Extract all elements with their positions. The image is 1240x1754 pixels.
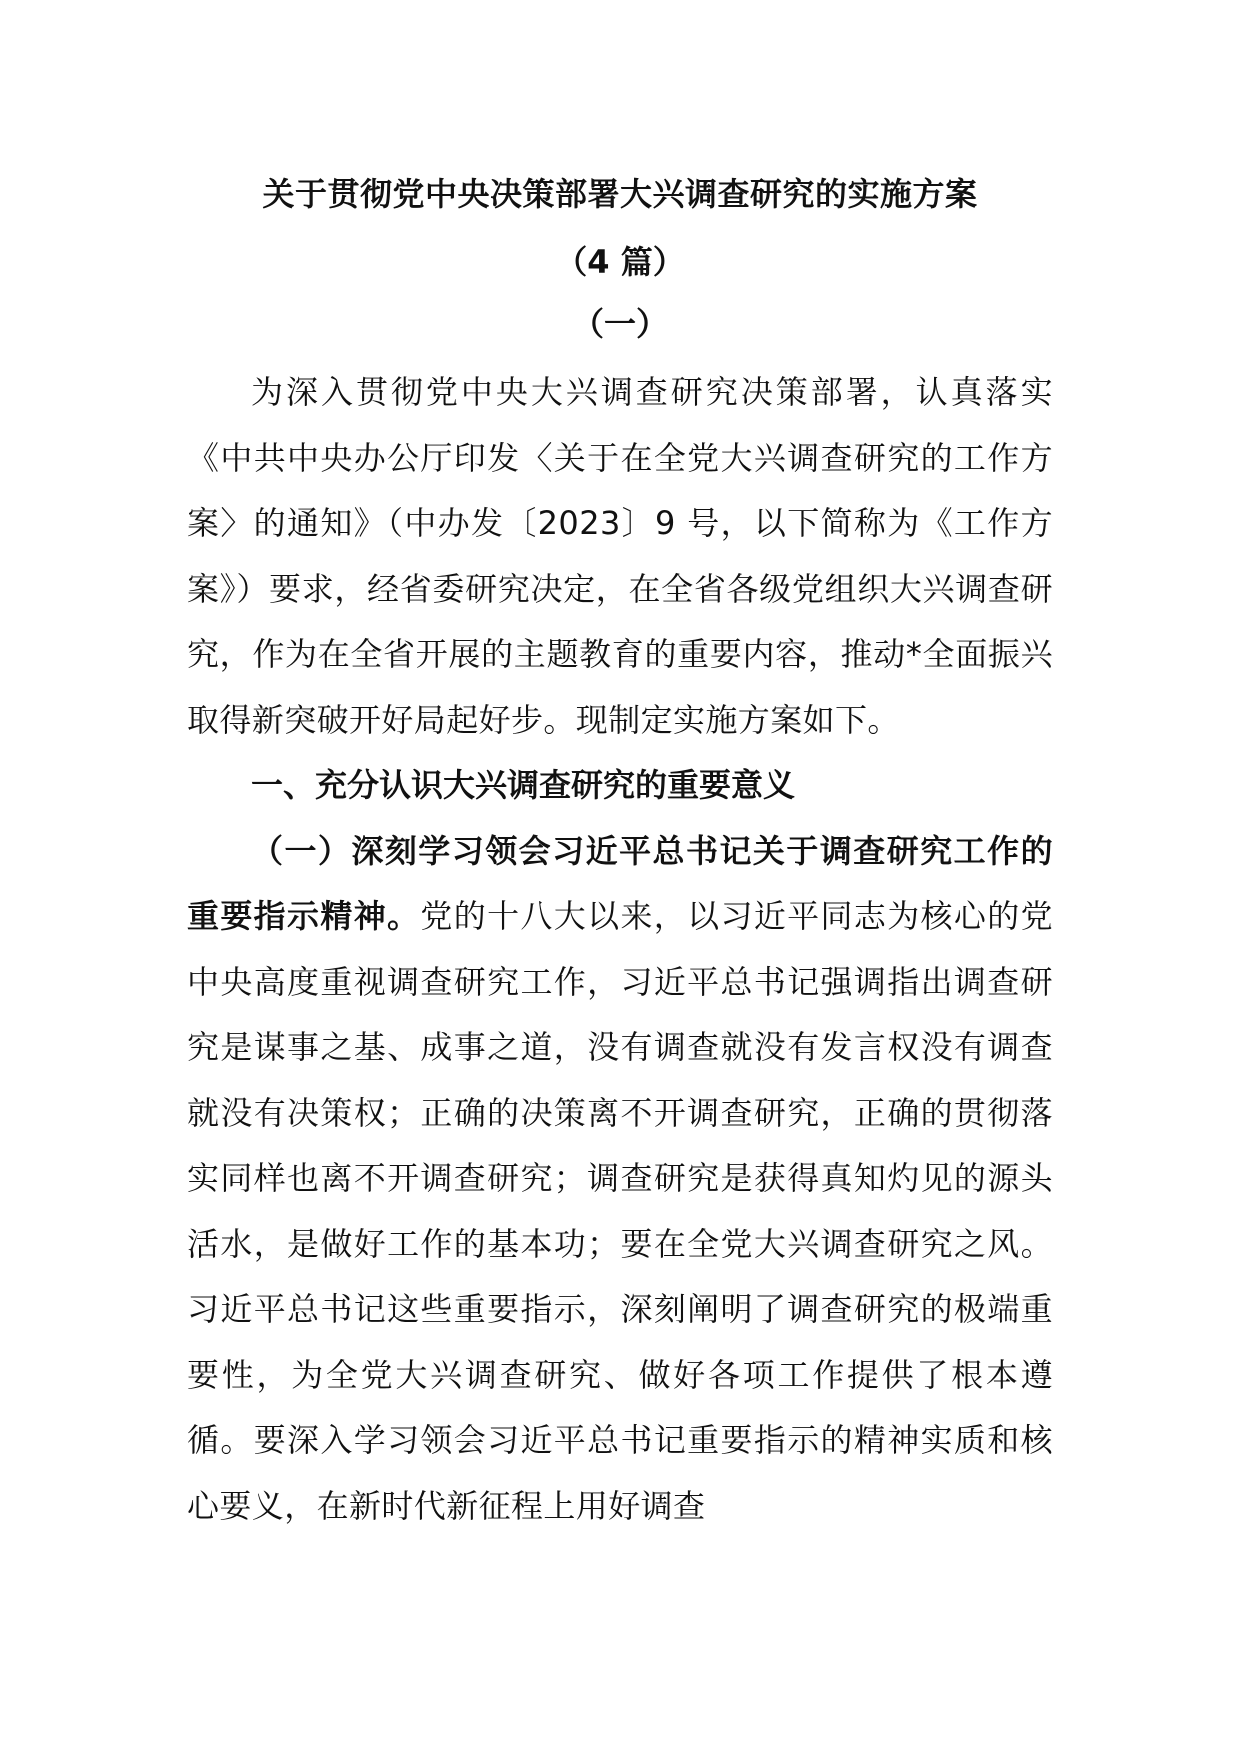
document-subtitle: （4 篇） [555, 243, 685, 281]
document-body [187, 172, 1053, 1539]
subsection-paragraph [187, 819, 1053, 1540]
part-label: （一） [571, 305, 668, 343]
section-heading: 一、充分认识大兴调查研究的重要意义 [251, 766, 796, 804]
subsection-body: 党的十八大以来，以习近平同志为核心的党中央高度重视调查研究工作，习近平总书记强调指出调查研究是谋事之基、成事之道，没有调查就没有发言权没有调查就没有决策权；正确的决策离不开调查研究，正确的贯彻落实同样也离不开调查研究；调查研究是获得真知灼见的源头活水，是做好工作的基本功；要在全党大兴调查研究之风。习近平总书记这些重要指示，深刻阐明了调查研究的极端重要性，为全党大兴调查研究、做好各项工作提供了根本遵循。要深入学习领会习近平总书记重要指示的精神实质和核心要义，在新时代新征程上用好调查 [187, 897, 1053, 1525]
intro-paragraph: 为深入贯彻党中央大兴调查研究决策部署，认真落实《中共中央办公厅印发〈关于在全党大兴调查研究的工作方案〉的通知》（中办发〔2023〕9 号，以下简称为《工作方案》）要求，经省委研究决定，在全省各级党组织大兴调查研究，作为在全省开展的主题教育的重要内容，推动*全面振兴取得新突破开好局起好步。现制定实施方案如下。 [187, 373, 1053, 739]
subsection-lead: （一）深刻学习领会习近平总书记关于调查研究工作的重要指示精神。 [187, 831, 1053, 935]
document-title: 关于贯彻党中央决策部署大兴调查研究的实施方案 [262, 175, 978, 213]
